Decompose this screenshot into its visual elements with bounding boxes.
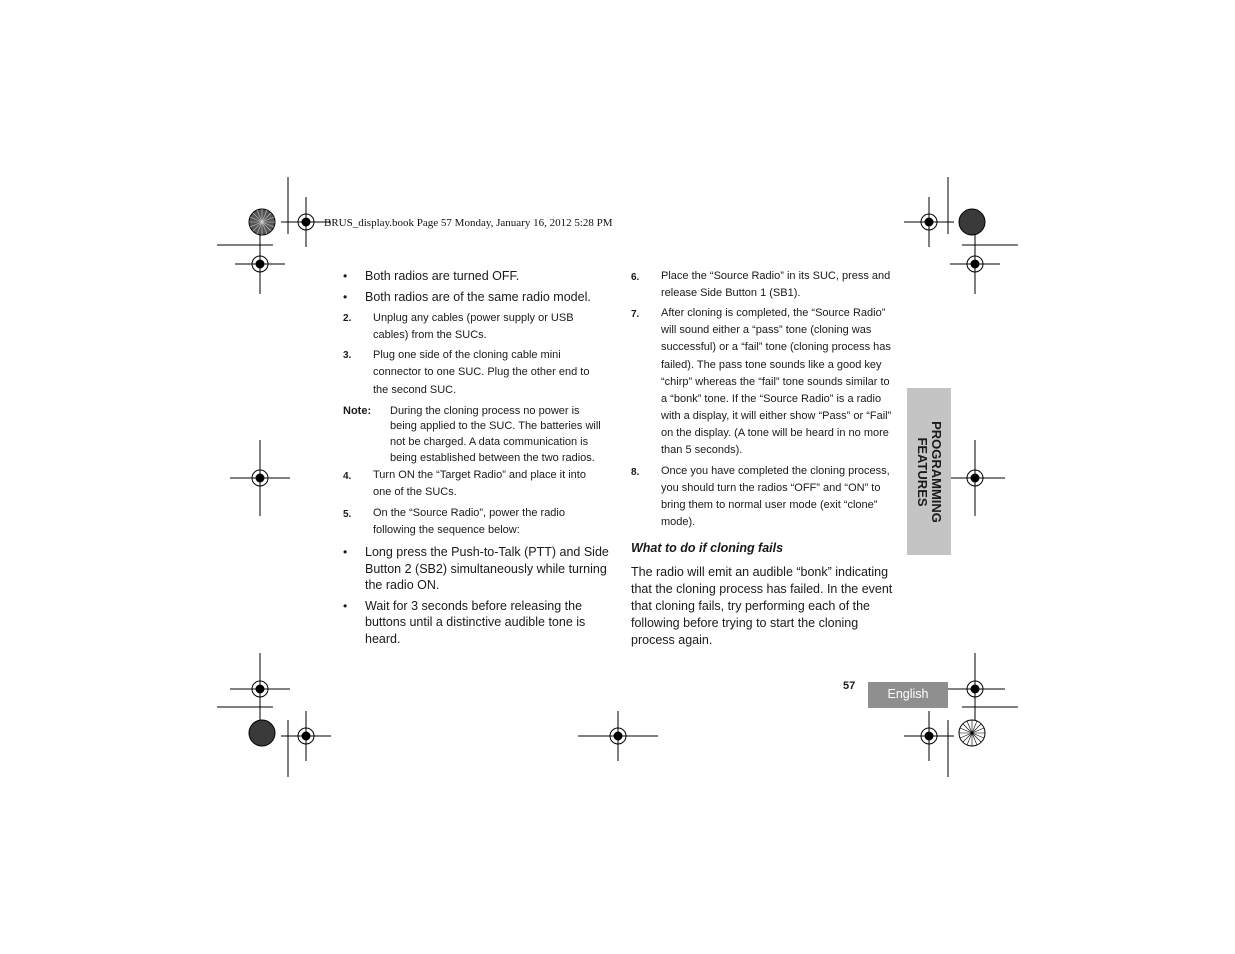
crosshair-icon — [281, 711, 331, 761]
bullet-line: Wait for 3 seconds before releasing the — [365, 599, 583, 613]
crosshair-icon — [945, 440, 1005, 516]
side-tab-line-1: PROGRAMMING — [929, 420, 944, 523]
section-heading: What to do if cloning fails — [631, 541, 784, 555]
crosshair-icon — [904, 711, 954, 761]
section-side-tab — [907, 388, 951, 555]
bullet-line: the radio ON. — [365, 578, 440, 592]
step-number: 4. — [343, 471, 352, 482]
step-line: on the display. (A tone will be heard in no more — [661, 427, 889, 439]
step-number: 3. — [343, 350, 352, 361]
crosshair-icon — [945, 653, 1005, 723]
starburst-icon — [958, 719, 986, 747]
note-line: being applied to the SUC. The batteries will — [390, 420, 601, 432]
step-line: After cloning is completed, the “Source Radio” — [661, 307, 886, 319]
step-line: one of the SUCs. — [373, 486, 457, 498]
step-line: cables) from the SUCs. — [373, 329, 487, 341]
side-tab-label — [915, 421, 943, 523]
bullet-marker: • — [343, 545, 348, 559]
step-number: 5. — [343, 509, 352, 520]
step-line: you should turn the radios “OFF” and “ON” to — [661, 482, 881, 494]
bullet-line: Button 2 (SB2) simultaneously while turning — [365, 562, 607, 576]
step-line: following the sequence below: — [373, 524, 520, 536]
step-line: will sound either a “pass” tone (cloning was — [661, 324, 872, 336]
step-line: Place the “Source Radio” in its SUC, press and — [661, 270, 891, 282]
paragraph-line: The radio will emit an audible “bonk” indicating — [631, 565, 889, 579]
step-line: the second SUC. — [373, 384, 457, 396]
step-line: Turn ON the “Target Radio” and place it into — [373, 469, 586, 481]
bullet-line: Long press the Push-to-Talk (PTT) and Side — [365, 545, 609, 559]
side-tab-line-2: FEATURES — [915, 436, 930, 507]
note-label: Note: — [343, 405, 372, 417]
paragraph-line: process again. — [631, 633, 713, 647]
step-line: Plug one side of the cloning cable mini — [373, 349, 561, 361]
bullet-text: Both radios are of the same radio model. — [365, 290, 591, 304]
step-line: On the “Source Radio”, power the radio — [373, 507, 565, 519]
note-line: During the cloning process no power is — [390, 405, 580, 417]
paragraph-line: that cloning fails, try performing each of the — [631, 599, 871, 613]
bullet-marker: • — [343, 599, 348, 613]
step-line: a “bonk” tone. If the “Source Radio” is a radio — [661, 393, 882, 405]
crosshair-icon — [578, 711, 658, 761]
step-line: release Side Button 1 (SB1). — [661, 287, 801, 299]
step-line: than 5 seconds). — [661, 444, 743, 456]
crosshair-icon — [235, 234, 285, 294]
print-header: BRUS_display.book Page 57 Monday, January 16, 2012 5:28 PM — [324, 217, 613, 229]
bullet-line: heard. — [365, 632, 401, 646]
step-line: successful) or a “fail” tone (cloning process has — [661, 341, 891, 353]
step-number: 7. — [631, 309, 640, 320]
crosshair-icon — [950, 234, 1000, 294]
step-number: 6. — [631, 272, 640, 283]
language-tab: English — [868, 682, 948, 708]
starburst-icon — [958, 208, 986, 236]
crosshair-icon — [230, 440, 290, 516]
step-line: mode). — [661, 516, 696, 528]
step-number: 8. — [631, 467, 640, 478]
note-line: not be charged. A data communication is — [390, 436, 589, 448]
bullet-marker: • — [343, 290, 348, 304]
step-number: 2. — [343, 313, 352, 324]
page-number: 57 — [843, 680, 856, 692]
bullet-text: Both radios are turned OFF. — [365, 269, 520, 283]
bullet-marker: • — [343, 269, 348, 283]
step-line: failed). The pass tone sounds like a good key — [661, 359, 882, 371]
step-line: “chirp” whereas the “fail” tone sounds similar to — [661, 376, 890, 388]
starburst-icon — [248, 208, 276, 236]
step-line: Unplug any cables (power supply or USB — [373, 312, 574, 324]
paragraph-line: following before trying to start the cloning — [631, 616, 859, 630]
step-line: with a display, it will either show “Pass” or “Fail” — [661, 410, 892, 422]
bullet-line: buttons until a distinctive audible tone is — [365, 615, 586, 629]
step-line: connector to one SUC. Plug the other end to — [373, 366, 590, 378]
starburst-icon — [248, 719, 276, 747]
paragraph-line: that the cloning process has failed. In the event — [631, 582, 893, 596]
step-line: Once you have completed the cloning process, — [661, 465, 890, 477]
crosshair-icon — [904, 197, 954, 247]
step-line: bring them to normal user mode (exit “clone” — [661, 499, 878, 511]
note-line: being established between the two radios. — [390, 452, 595, 464]
